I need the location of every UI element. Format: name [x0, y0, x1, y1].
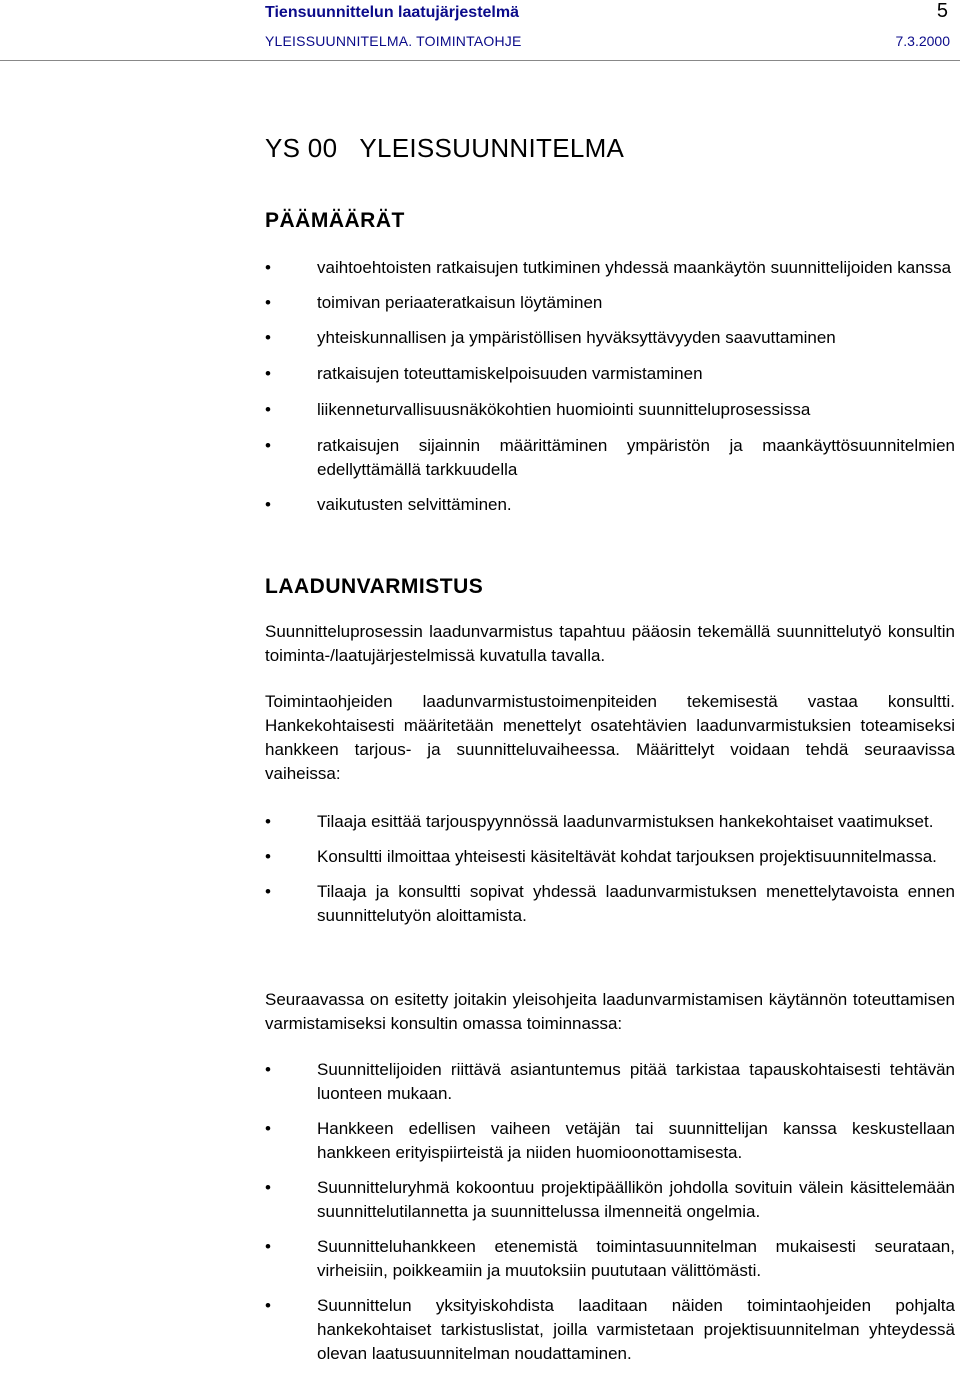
paragraph: Toimintaohjeiden laadunvarmistustoimenpiteiden tekemisestä vastaa konsultti. Hankekohtaisesti määritetään menettelyt osatehtävien laadunvarmistuksien toteamiseksi hankkeen tarjous- ja suunnitteluvaiheessa. Määrittelyt voidaan tehdä seuraavissa vaiheissa:: [265, 692, 955, 783]
list-item: • ratkaisujen sijainnin määrittäminen ympäristön ja maankäyttösuunnitelmien edellyttämällä tarkkuudella: [265, 436, 955, 479]
main-title-text: YLEISSUUNNITELMA: [359, 133, 625, 163]
bullet-icon: •: [265, 847, 271, 866]
bullet-icon: •: [265, 495, 271, 514]
list-item: • Hankkeen edellisen vaiheen vetäjän tai suunnittelijan kanssa keskustellaan hankkeen erityispiirteistä ja niiden huomioonottamisesta.: [265, 1119, 955, 1162]
bullet-icon: •: [265, 882, 271, 901]
general-instructions-list: [265, 1058, 955, 1366]
bullet-icon: •: [265, 400, 271, 419]
list-item: • Tilaaja esittää tarjouspyynnössä laadunvarmistuksen hankekohtaiset vaatimukset.: [265, 810, 955, 834]
paragraph: Suunnitteluprosessin laadunvarmistus tapahtuu pääosin tekemällä suunnittelutyö konsultin toiminta-/laatujärjestelmissä kuvatulla tavalla.: [265, 622, 955, 665]
list-item: • ratkaisujen toteuttamiskelpoisuuden varmistaminen: [265, 362, 955, 386]
document-date: 7.3.2000: [895, 33, 950, 49]
bullet-icon: •: [265, 1178, 271, 1197]
bullet-icon: •: [265, 1237, 271, 1256]
list-item: • liikenneturvallisuusnäkökohtien huomiointi suunnitteluprosessissa: [265, 398, 955, 422]
main-title-code: YS 00: [265, 133, 338, 163]
section-heading-laadunvarmistus: LAADUNVARMISTUS: [265, 575, 484, 598]
bullet-icon: •: [265, 1060, 271, 1079]
bullet-icon: •: [265, 812, 271, 831]
definition-phases-list: [265, 810, 955, 928]
header-divider: [0, 60, 960, 61]
document-title: Tiensuunnittelun laatujärjestelmä: [265, 4, 519, 21]
page-number: 5: [936, 0, 948, 22]
bullet-icon: •: [265, 436, 271, 455]
list-item: • yhteiskunnallisen ja ympäristöllisen hyväksyttävyyden saavuttaminen: [265, 326, 955, 350]
list-item: • vaihtoehtoisten ratkaisujen tutkiminen yhdessä maankäytön suunnittelijoiden kanssa: [265, 256, 955, 280]
list-item: • Suunnittelijoiden riittävä asiantuntemus pitää tarkistaa tapauskohtaisesti tehtävän luonteen mukaan.: [265, 1060, 955, 1103]
bullet-icon: •: [265, 293, 271, 312]
list-item: • toimivan periaateratkaisun löytäminen: [265, 291, 955, 315]
document-subtitle: YLEISSUUNNITELMA. TOIMINTAOHJE: [265, 33, 522, 49]
main-title: [265, 133, 624, 164]
bullet-icon: •: [265, 1119, 271, 1138]
list-item: • Suunnitteluryhmä kokoontuu projektipäällikön johdolla sovituin välein käsittelemään suunnittelutilannetta ja suunnittelussa ilmenneitä ongelmia.: [265, 1178, 955, 1221]
bullet-icon: •: [265, 328, 271, 347]
list-item: • Suunnitteluhankkeen etenemistä toimintasuunnitelman mukaisesti seurataan, virheisiin, poikkeamiin ja muutoksiin puututaan välittömästi.: [265, 1237, 955, 1280]
list-item: • vaikutusten selvittäminen.: [265, 493, 955, 517]
list-item: • Tilaaja ja konsultti sopivat yhdessä laadunvarmistuksen menettelytavoista ennen suunnittelutyön aloittamista.: [265, 882, 955, 925]
section-heading-paamaarat: PÄÄMÄÄRÄT: [265, 209, 405, 232]
list-item: • Suunnittelun yksityiskohdista laaditaan näiden toimintaohjeiden pohjalta hankekohtaiset tarkistuslistat, joilla varmistetaan projektisuunnitelman yhteydessä olevan laatusuunnitelman noudattaminen.: [265, 1296, 955, 1363]
page-header: [0, 0, 960, 66]
bullet-icon: •: [265, 1296, 271, 1315]
goals-list: [265, 256, 955, 517]
bullet-icon: •: [265, 364, 271, 383]
list-item: • Konsultti ilmoittaa yhteisesti käsiteltävät kohdat tarjouksen projektisuunnitelmassa.: [265, 845, 955, 869]
paragraph: Seuraavassa on esitetty joitakin yleisohjeita laadunvarmistamisen käytännön toteuttamisen varmistamiseksi konsultin omassa toiminnassa:: [265, 990, 955, 1033]
bullet-icon: •: [265, 258, 271, 277]
